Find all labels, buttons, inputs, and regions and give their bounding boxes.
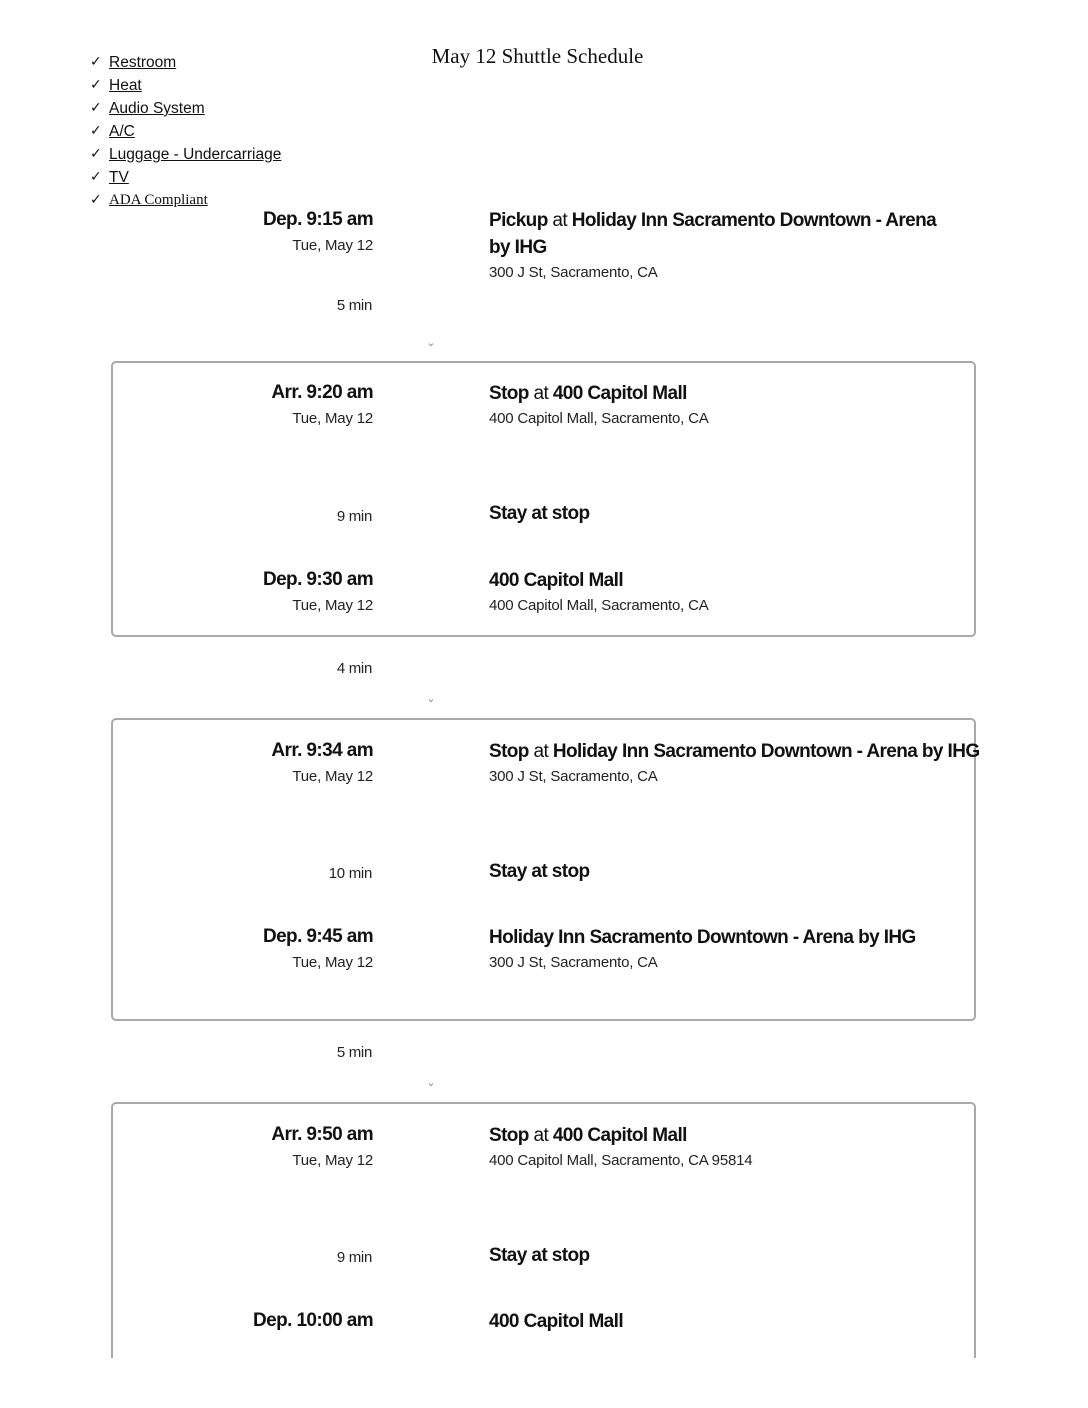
stop-address: 300 J St, Sacramento, CA (489, 768, 658, 785)
pickup-location (489, 207, 959, 261)
place-name: Holiday Inn Sacramento Downtown - Arena by IHG (552, 741, 980, 762)
stop-location (489, 1122, 687, 1149)
amenity-item (90, 74, 281, 97)
stop-address: 400 Capitol Mall, Sacramento, CA 95814 (489, 1152, 753, 1169)
check-icon: ✓ (90, 169, 102, 185)
stop-address: 400 Capitol Mall, Sacramento, CA (489, 410, 709, 427)
check-icon: ✓ (90, 54, 102, 70)
amenity-item (90, 51, 281, 74)
amenity-link-ac[interactable]: A/C (109, 123, 135, 140)
arrival-date: Tue, May 12 (292, 1152, 373, 1169)
amenities-list (90, 51, 281, 212)
amenity-item (90, 97, 281, 120)
departure-address: 300 J St, Sacramento, CA (489, 954, 658, 971)
arrival-date: Tue, May 12 (292, 410, 373, 427)
amenity-link-ada-compliant[interactable]: ADA Compliant (109, 192, 208, 208)
place-name: 400 Capitol Mall (552, 383, 687, 404)
arrival-time: Arr. 9:50 am (271, 1124, 373, 1145)
check-icon: ✓ (90, 192, 102, 208)
departure-place (489, 567, 623, 594)
departure-time: Dep. 10:00 am (253, 1310, 373, 1331)
amenity-link-tv[interactable]: TV (109, 169, 129, 186)
action-label: Stop (489, 383, 529, 404)
arrival-time: Arr. 9:34 am (271, 740, 373, 761)
departure-place (489, 1308, 623, 1335)
departure-time: Dep. 9:15 am (262, 209, 373, 230)
travel-duration: 5 min (336, 297, 372, 314)
chevron-down-icon[interactable]: ⌄ (426, 336, 436, 349)
at-label: at (533, 383, 549, 404)
place-name: Holiday Inn Sacramento Downtown - Arena by IHG (489, 210, 937, 258)
check-icon: ✓ (90, 123, 102, 139)
action-label: Stop (489, 1125, 529, 1146)
stay-label: Stay at stop (489, 1245, 590, 1266)
amenity-link-heat[interactable]: Heat (109, 77, 142, 94)
departure-address: 400 Capitol Mall, Sacramento, CA (489, 597, 709, 614)
chevron-down-icon[interactable]: ⌄ (426, 692, 436, 705)
stop-location (489, 738, 980, 765)
departure-date: Tue, May 12 (292, 597, 373, 614)
place-name: 400 Capitol Mall (552, 1125, 687, 1146)
amenity-link-audio-system[interactable]: Audio System (109, 100, 205, 117)
chevron-down-icon[interactable]: ⌄ (426, 1076, 436, 1089)
departure-time: Dep. 9:45 am (262, 926, 373, 947)
amenity-item (90, 166, 281, 189)
amenity-link-restroom[interactable]: Restroom (109, 54, 177, 71)
amenity-item (90, 143, 281, 166)
pickup-address: 300 J St, Sacramento, CA (489, 264, 658, 281)
at-label: at (533, 741, 549, 762)
at-label: at (533, 1125, 549, 1146)
amenity-item (90, 189, 281, 212)
travel-duration: 5 min (336, 1044, 372, 1061)
action-label: Pickup (489, 210, 548, 231)
amenity-item (90, 120, 281, 143)
check-icon: ✓ (90, 146, 102, 162)
page-title: May 12 Shuttle Schedule (431, 44, 644, 68)
departure-date: Tue, May 12 (292, 954, 373, 971)
place-name: 400 Capitol Mall (489, 1311, 623, 1332)
place-name: Holiday Inn Sacramento Downtown - Arena by IHG (489, 927, 916, 948)
departure-place (489, 924, 916, 951)
travel-duration: 4 min (336, 660, 372, 677)
departure-time: Dep. 9:30 am (262, 569, 373, 590)
action-label: Stop (489, 741, 529, 762)
place-name: 400 Capitol Mall (489, 570, 623, 591)
stay-label: Stay at stop (489, 503, 590, 524)
stay-duration: 10 min (328, 865, 372, 882)
stop-location (489, 380, 687, 407)
departure-date: Tue, May 12 (292, 237, 373, 254)
stay-duration: 9 min (336, 1249, 372, 1266)
arrival-time: Arr. 9:20 am (271, 382, 373, 403)
at-label: at (552, 210, 568, 231)
check-icon: ✓ (90, 100, 102, 116)
amenity-link-luggage[interactable]: Luggage - Undercarriage (109, 146, 282, 163)
stay-label: Stay at stop (489, 861, 590, 882)
check-icon: ✓ (90, 77, 102, 93)
arrival-date: Tue, May 12 (292, 768, 373, 785)
stay-duration: 9 min (336, 508, 372, 525)
